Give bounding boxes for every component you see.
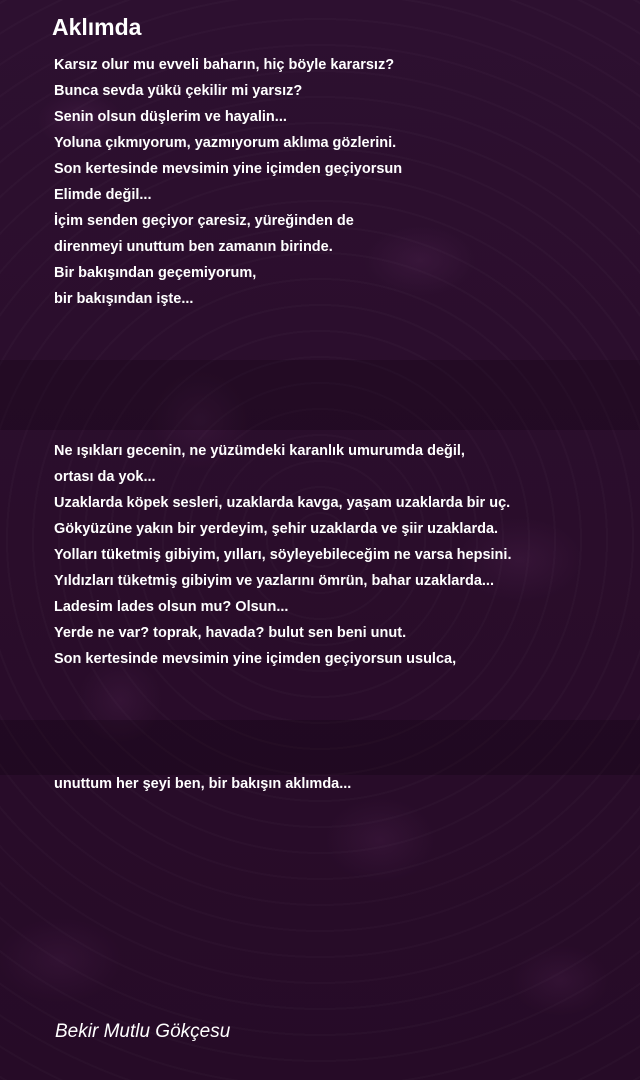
poem-line: Yolları tüketmiş gibiyim, yılları, söyleyebileceğim ne varsa hepsini. (54, 547, 512, 563)
poem-author: Bekir Mutlu Gökçesu (55, 1021, 231, 1042)
poem-line: İçim senden geçiyor çaresiz, yüreğinden de (54, 213, 354, 229)
poem-line: Ne ışıkları gecenin, ne yüzümdeki karanlık umurumda değil, (54, 443, 465, 459)
background-band (0, 720, 640, 775)
poem-stanza-2 (54, 438, 614, 672)
poem-line: Karsız olur mu evveli baharın, hiç böyle kararsız? (54, 57, 395, 73)
poem-line: Yıldızları tüketmiş gibiyim ve yazlarını ömrün, bahar uzaklarda... (54, 573, 494, 589)
poem-line: ortası da yok... (54, 469, 156, 485)
poem-line: Yerde ne var? toprak, havada? bulut sen beni unut. (54, 625, 407, 641)
poem-line: Son kertesinde mevsimin yine içimden geçiyorsun (54, 161, 403, 177)
poem-line: Bir bakışından geçemiyorum, (54, 265, 257, 281)
poem-line: Ladesim lades olsun mu? Olsun... (54, 599, 289, 615)
poem-line: Elimde değil... (54, 187, 152, 203)
poem-line: Gökyüzüne yakın bir yerdeyim, şehir uzaklarda ve şiir uzaklarda. (54, 521, 499, 537)
poem-title: Aklımda (52, 14, 142, 40)
poem-line: direnmeyi unuttum ben zamanın birinde. (54, 239, 333, 255)
poem-stanza-1 (54, 52, 614, 312)
background-band (0, 360, 640, 430)
poem-line: Senin olsun düşlerim ve hayalin... (54, 109, 287, 125)
poem-line: Yoluna çıkmıyorum, yazmıyorum aklıma gözlerini. (54, 135, 397, 151)
poem-line: Son kertesinde mevsimin yine içimden geçiyorsun usulca, (54, 651, 457, 667)
poem-line: Uzaklarda köpek sesleri, uzaklarda kavga, yaşam uzaklarda bir uç. (54, 495, 511, 511)
poem-line: unuttum her şeyi ben, bir bakışın aklımda... (54, 776, 352, 792)
poem-stanza-3 (54, 771, 614, 797)
poem-line: Bunca sevda yükü çekilir mi yarsız? (54, 83, 303, 99)
poem-line: bir bakışından işte... (54, 291, 194, 307)
